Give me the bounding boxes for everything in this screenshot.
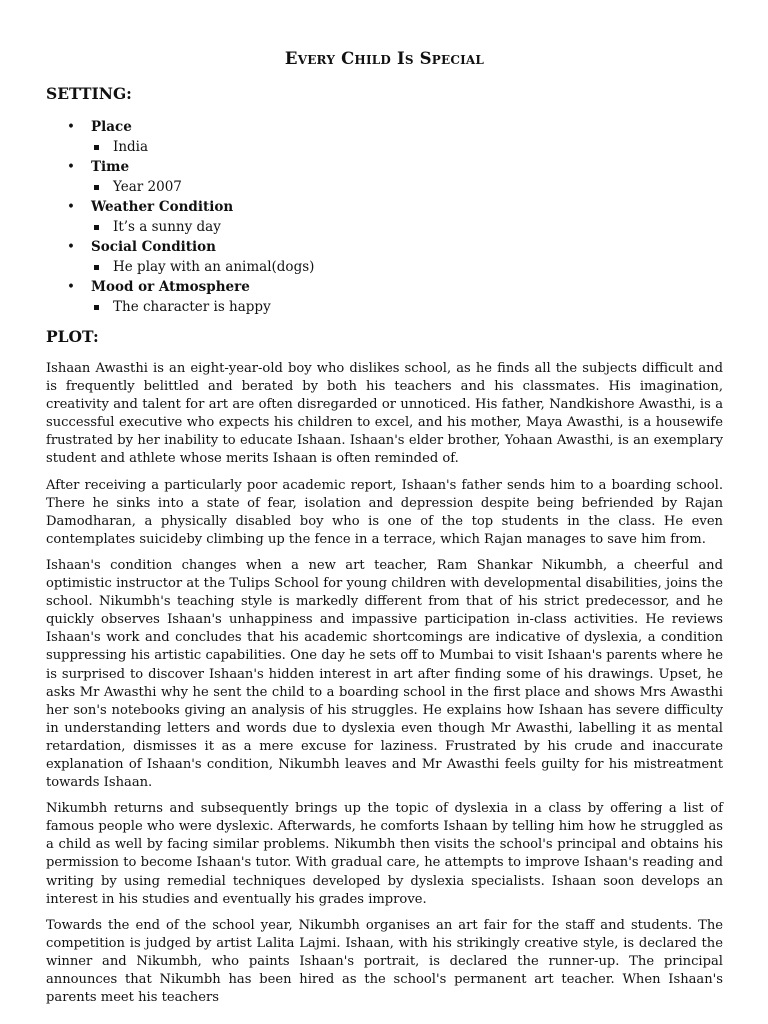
setting-value: The character is happy bbox=[113, 299, 271, 315]
setting-list bbox=[46, 117, 723, 317]
square-bullet-icon bbox=[94, 145, 99, 150]
bullet-dot-icon: • bbox=[67, 199, 75, 215]
plot-body bbox=[46, 360, 723, 1007]
setting-item-social bbox=[46, 237, 723, 277]
plot-paragraph: Nikumbh returns and subsequently brings up the topic of dyslexia in a class by offering a list of famous people who were dyslexic. Afterwards, he comforts Ishaan by telling him how he struggled as a child as well by facing similar problems. Nikumbh then visits the school's principal and obtains his permission to become Ishaan's tutor. With gradual care, he attempts to improve Ishaan's reading and writing by using remedial techniques developed by dyslexia specialists. Ishaan soon develops an interest in his studies and eventually his grades improve. bbox=[46, 801, 723, 907]
bullet-dot-icon: • bbox=[67, 279, 75, 295]
square-bullet-icon bbox=[94, 225, 99, 230]
setting-item-weather bbox=[46, 197, 723, 237]
plot-heading: PLOT: bbox=[46, 327, 99, 346]
document-page bbox=[46, 46, 723, 1015]
square-bullet-icon bbox=[94, 185, 99, 190]
setting-item-time bbox=[46, 157, 723, 197]
plot-paragraph: Ishaan Awasthi is an eight-year-old boy who dislikes school, as he finds all the subjects difficult and is frequently belittled and berated by both his teachers and his classmates. His imagination, creativity and talent for art are often disregarded or unnoticed. His father, Nandkishore Awasthi, is a successful executive who expects his children to excel, and his mother, Maya Awasthi, is a housewife frustrated by her inability to educate Ishaan. Ishaan's elder brother, Yohaan Awasthi, is an exemplary student and athlete whose merits Ishaan is often reminded of. bbox=[46, 361, 723, 467]
setting-label: Time bbox=[91, 159, 130, 175]
square-bullet-icon bbox=[94, 265, 99, 270]
plot-paragraph: After receiving a particularly poor academic report, Ishaan's father sends him to a boarding school. There he sinks into a state of fear, isolation and depression despite being befriended by Rajan Damodharan, a physically disabled boy who is one of the top students in the class. He even contemplates suicideby climbing up the fence in a terrace, which Rajan manages to save him from. bbox=[46, 477, 723, 547]
setting-heading: SETTING: bbox=[46, 84, 132, 103]
setting-item-place bbox=[46, 117, 723, 157]
setting-label: Weather Condition bbox=[91, 199, 234, 215]
bullet-dot-icon: • bbox=[67, 119, 75, 135]
setting-item-mood bbox=[46, 277, 723, 317]
setting-value: It’s a sunny day bbox=[113, 219, 221, 235]
setting-value: India bbox=[113, 139, 149, 155]
setting-label: Place bbox=[91, 119, 132, 135]
bullet-dot-icon: • bbox=[67, 239, 75, 255]
setting-value: He play with an animal(dogs) bbox=[113, 259, 315, 275]
setting-label: Mood or Atmosphere bbox=[91, 279, 250, 295]
square-bullet-icon bbox=[94, 305, 99, 310]
setting-value: Year 2007 bbox=[113, 179, 182, 195]
plot-paragraph: Ishaan's condition changes when a new art teacher, Ram Shankar Nikumbh, a cheerful and optimistic instructor at the Tulips School for young children with developmental disabilities, joins the school. Nikumbh's teaching style is markedly different from that of his strict predecessor, and he quickly observes Ishaan's unhappiness and impassive participation in-class activities. He reviews Ishaan's work and concludes that his academic shortcomings are indicative of dyslexia, a condition suppressing his artistic capabilities. One day he sets off to Mumbai to visit Ishaan's parents where he is surprised to discover Ishaan's hidden interest in art after finding some of his drawings. Upset, he asks Mr Awasthi why he sent the child to a boarding school in the first place and shows Mrs Awasthi her son's notebooks giving an analysis of his struggles. He explains how Ishaan has severe difficulty in understanding letters and words due to dyslexia even though Mr Awasthi, labelling it as mental retardation, dismisses it as a mere excuse for laziness. Frustrated by his crude and inaccurate explanation of Ishaan's condition, Nikumbh leaves and Mr Awasthi feels guilty for his mistreatment towards Ishaan. bbox=[46, 557, 723, 791]
plot-paragraph: Towards the end of the school year, Nikumbh organises an art fair for the staff and students. The competition is judged by artist Lalita Lajmi. Ishaan, with his strikingly creative style, is declared the winner and Nikumbh, who paints Ishaan's portrait, is declared the runner-up. The principal announces that Nikumbh has been hired as the school's permanent art teacher. When Ishaan's parents meet his teachers bbox=[46, 917, 723, 1006]
setting-label: Social Condition bbox=[91, 239, 216, 255]
bullet-dot-icon: • bbox=[67, 159, 75, 175]
document-title: Every Child Is Special bbox=[284, 49, 485, 68]
